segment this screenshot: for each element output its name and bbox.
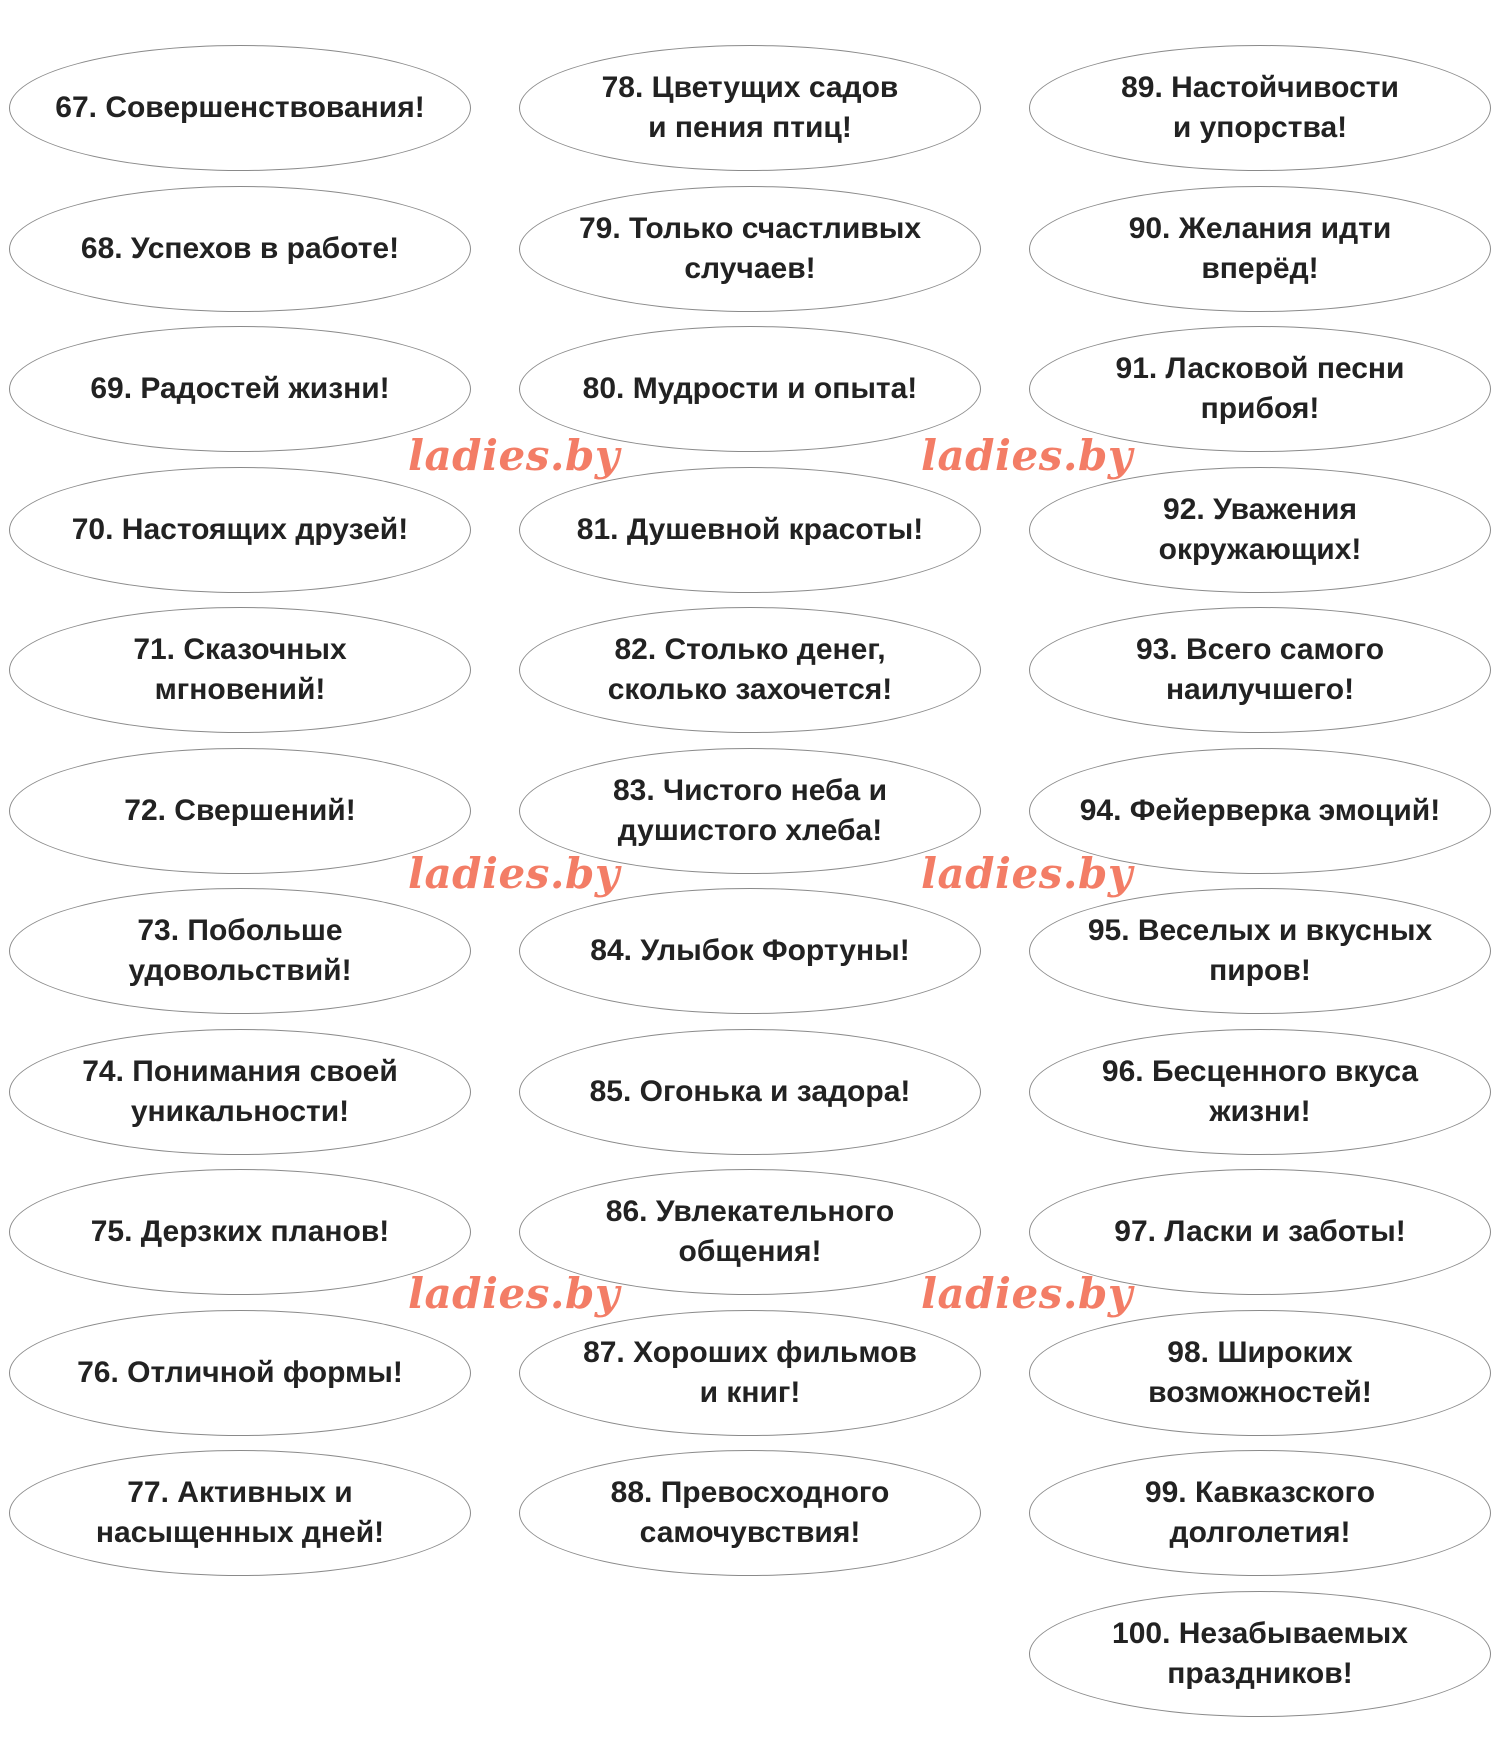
wish-text: 86. Увлекательного общения! — [605, 1195, 895, 1268]
wish-oval — [9, 607, 471, 733]
wish-oval — [9, 1450, 471, 1576]
wish-text: 87. Хороших фильмов и книг! — [583, 1335, 917, 1409]
watermark-label: ladies.by — [921, 849, 1133, 898]
wish-text: 75. Дерзких планов! — [90, 1215, 390, 1248]
wish-oval — [519, 45, 981, 171]
wish-oval — [9, 748, 471, 874]
wish-oval — [519, 467, 981, 593]
watermark-label: ladies.by — [921, 1269, 1133, 1318]
wish-text: 70. Настоящих друзей! — [71, 512, 409, 546]
wish-oval — [1029, 1310, 1491, 1436]
wish-oval — [1029, 186, 1491, 312]
wish-oval — [9, 1310, 471, 1436]
wish-oval — [9, 1029, 471, 1155]
wish-oval — [519, 1450, 981, 1576]
wish-oval — [1029, 607, 1491, 733]
wish-oval — [9, 467, 471, 593]
wish-oval — [1029, 888, 1491, 1014]
wish-text: 93. Всего самого наилучшего! — [1135, 633, 1385, 706]
wish-text: 74. Понимания своей уникальности! — [82, 1054, 398, 1128]
wish-text: 92. Уважения окружающих! — [1158, 492, 1362, 566]
wish-text: 85. Огонька и задора! — [589, 1074, 911, 1108]
wish-text: 76. Отличной формы! — [77, 1355, 403, 1389]
wish-oval — [519, 607, 981, 733]
wish-text: 89. Настойчивости и упорства! — [1121, 71, 1399, 144]
wish-oval — [519, 1310, 981, 1436]
wish-text: 94. Фейерверка эмоций! — [1079, 793, 1441, 827]
wish-text: 71. Сказочных мгновений! — [133, 633, 347, 706]
watermark-label: ladies.by — [921, 431, 1133, 480]
wish-text: 68. Успехов в работе! — [80, 231, 400, 265]
wish-text: 82. Столько денег, сколько захочется! — [607, 633, 893, 706]
wish-text: 90. Желания идти вперёд! — [1128, 211, 1392, 285]
wish-oval — [9, 888, 471, 1014]
wish-oval — [9, 326, 471, 452]
watermark-label: ladies.by — [408, 1269, 620, 1318]
wish-text: 72. Свершений! — [124, 793, 356, 827]
wish-text: 81. Душевной красоты! — [576, 512, 924, 546]
wish-oval — [1029, 1029, 1491, 1155]
wish-text: 67. Совершенствования! — [55, 91, 425, 124]
wish-text: 96. Бесценного вкуса жизни! — [1101, 1054, 1419, 1128]
wish-text: 98. Широких возможностей! — [1148, 1335, 1372, 1409]
wish-text: 88. Превосходного самочувствия! — [610, 1476, 890, 1549]
wish-text: 69. Радостей жизни! — [90, 372, 390, 405]
wish-oval — [519, 888, 981, 1014]
watermark-label: ladies.by — [408, 431, 620, 480]
wish-oval — [1029, 467, 1491, 593]
wish-oval — [1029, 1450, 1491, 1576]
wish-oval — [519, 186, 981, 312]
wish-oval — [9, 45, 471, 171]
wish-text: 83. Чистого неба и душистого хлеба! — [612, 773, 888, 847]
wish-text: 97. Ласки и заботы! — [1114, 1215, 1406, 1248]
wish-oval — [1029, 45, 1491, 171]
wish-oval — [1029, 1591, 1491, 1717]
wish-text: 80. Мудрости и опыта! — [582, 372, 918, 405]
wish-text: 95. Веселых и вкусных пиров! — [1087, 914, 1433, 987]
wish-text: 77. Активных и насыщенных дней! — [95, 1476, 385, 1549]
wish-text: 91. Ласковой песни прибоя! — [1115, 352, 1405, 425]
wish-text: 78. Цветущих садов и пения птиц! — [601, 71, 899, 144]
wish-oval — [519, 1029, 981, 1155]
watermark-label: ladies.by — [408, 849, 620, 898]
wish-text: 79. Только счастливых случаев! — [578, 211, 922, 285]
wish-oval — [9, 1169, 471, 1295]
wish-text: 100. Незабываемых праздников! — [1112, 1616, 1408, 1690]
wish-oval — [9, 186, 471, 312]
wish-text: 73. Побольше удовольствий! — [128, 914, 352, 987]
wish-text: 84. Улыбок Фортуны! — [590, 934, 910, 967]
wish-text: 99. Кавказского долголетия! — [1144, 1476, 1376, 1549]
